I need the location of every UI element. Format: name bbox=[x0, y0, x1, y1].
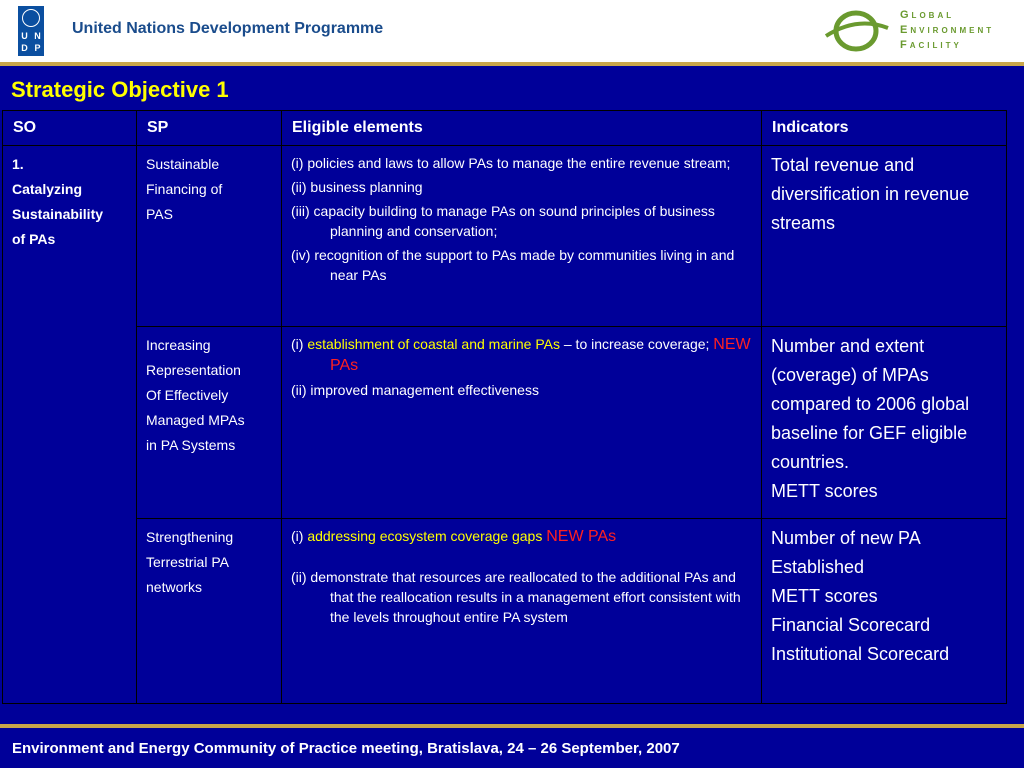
element-item: (iii) capacity building to manage PAs on sound principles of business planning and conservation; bbox=[291, 203, 715, 239]
objectives-table bbox=[2, 110, 1007, 704]
header-banner bbox=[0, 0, 1024, 62]
element-prefix: (i) bbox=[291, 336, 308, 352]
footer-divider bbox=[0, 724, 1024, 728]
so-line: Sustainability bbox=[12, 206, 104, 222]
element-item: (iv) recognition of the support to PAs made by communities living in and near PAs bbox=[291, 247, 735, 283]
footer-text: Environment and Energy Community of Practice meeting, Bratislava, 24 – 26 September, 2007 bbox=[12, 740, 680, 757]
new-pas-tag: NEW PAs bbox=[330, 336, 751, 374]
sp-line: Terrestrial PA bbox=[146, 554, 229, 570]
table-row bbox=[3, 519, 1007, 704]
sp-line: Managed MPAs bbox=[146, 412, 245, 428]
sp-line: Of Effectively bbox=[146, 387, 229, 403]
indicator-item: Institutional Scorecard bbox=[771, 644, 950, 664]
gef-line: Global bbox=[900, 9, 955, 21]
eligible-elements-cell bbox=[282, 146, 762, 327]
indicators-cell bbox=[762, 519, 1007, 704]
sp-line: in PA Systems bbox=[146, 437, 236, 453]
gef-line: Facility bbox=[900, 39, 962, 51]
sp-line: Representation bbox=[146, 362, 241, 378]
sp-line: Increasing bbox=[146, 337, 211, 353]
undp-letter: P bbox=[34, 43, 41, 53]
undp-letter: N bbox=[34, 31, 41, 41]
gef-logo-text bbox=[900, 8, 994, 53]
element-highlight: establishment of coastal and marine PAs bbox=[307, 336, 560, 352]
indicator-item: Financial Scorecard bbox=[771, 615, 931, 635]
indicator-item: Number and extent (coverage) of MPAs compared to 2006 global baseline for GEF eligible countries. bbox=[771, 336, 970, 472]
table-row bbox=[3, 327, 1007, 519]
column-header-eligible-elements: Eligible elements bbox=[282, 111, 762, 146]
so-number: 1. bbox=[12, 156, 24, 172]
element-item bbox=[291, 334, 752, 376]
sp-cell bbox=[137, 519, 282, 704]
element-item: (i) policies and laws to allow PAs to manage the entire revenue stream; bbox=[291, 155, 731, 171]
element-item bbox=[291, 526, 752, 547]
so-cell bbox=[3, 146, 137, 704]
undp-letter: D bbox=[21, 43, 28, 53]
indicator-item: Total revenue and diversification in revenue streams bbox=[771, 155, 970, 233]
indicator-item: METT scores bbox=[771, 481, 878, 501]
table-row bbox=[3, 146, 1007, 327]
element-item: (ii) business planning bbox=[291, 179, 423, 195]
so-line: of PAs bbox=[12, 231, 56, 247]
column-header-indicators: Indicators bbox=[762, 111, 1007, 146]
sp-cell bbox=[137, 327, 282, 519]
column-header-so: SO bbox=[3, 111, 137, 146]
eligible-elements-cell bbox=[282, 519, 762, 704]
indicator-item: Number of new PA Established bbox=[771, 528, 920, 577]
sp-line: PAS bbox=[146, 206, 173, 222]
sp-line: Strengthening bbox=[146, 529, 234, 545]
so-line: Catalyzing bbox=[12, 181, 83, 197]
eligible-elements-cell bbox=[282, 327, 762, 519]
indicators-cell bbox=[762, 327, 1007, 519]
gef-globe-icon bbox=[822, 6, 892, 56]
undp-logo bbox=[18, 6, 44, 56]
element-text: – to increase coverage; bbox=[559, 336, 714, 352]
element-prefix: (i) bbox=[291, 528, 308, 544]
table-header-row bbox=[3, 111, 1007, 146]
column-header-sp: SP bbox=[137, 111, 282, 146]
indicator-item: METT scores bbox=[771, 586, 878, 606]
sp-line: networks bbox=[146, 579, 203, 595]
header-divider bbox=[0, 62, 1024, 66]
sp-line: Financing of bbox=[146, 181, 223, 197]
un-emblem-icon bbox=[22, 9, 40, 27]
indicators-cell bbox=[762, 146, 1007, 327]
element-item: (ii) demonstrate that resources are reallocated to the additional PAs and that the reallocation results in a management effort consistent with the levels throughout entire PA system bbox=[291, 569, 741, 625]
new-pas-tag: NEW PAs bbox=[546, 528, 617, 545]
undp-letter: U bbox=[21, 31, 28, 41]
gef-line: Environment bbox=[900, 24, 995, 36]
undp-title: United Nations Development Programme bbox=[72, 20, 384, 37]
element-highlight: addressing ecosystem coverage gaps bbox=[307, 528, 543, 544]
element-item: (ii) improved management effectiveness bbox=[291, 382, 539, 398]
sp-cell bbox=[137, 146, 282, 327]
slide-title: Strategic Objective 1 bbox=[11, 77, 229, 102]
sp-line: Sustainable bbox=[146, 156, 220, 172]
